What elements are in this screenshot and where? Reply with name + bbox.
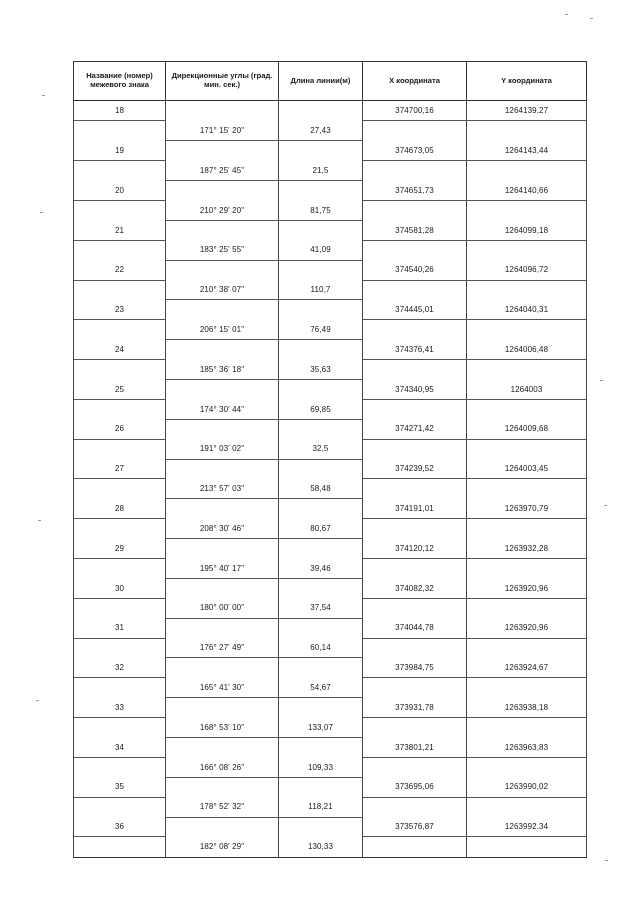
direction-angle-cell: 213° 57' 03" <box>166 479 279 499</box>
line-length-cell: 27,43 <box>279 121 363 141</box>
empty-cell <box>279 658 363 678</box>
empty-cell <box>279 499 363 519</box>
x-coordinate-cell: 374191,01 <box>363 499 467 519</box>
table-row <box>74 658 587 678</box>
y-coordinate-cell: 1264096,72 <box>467 260 587 280</box>
empty-cell <box>74 320 166 340</box>
table-body <box>74 101 587 858</box>
empty-cell <box>166 499 279 519</box>
table-row <box>74 598 587 618</box>
direction-angle-cell: 180° 00' 00" <box>166 598 279 618</box>
line-length-cell: 69,85 <box>279 399 363 419</box>
y-coordinate-cell: 1263932,28 <box>467 539 587 559</box>
x-coordinate-cell: 373984,75 <box>363 658 467 678</box>
empty-cell <box>363 360 467 380</box>
table-row <box>74 539 587 559</box>
header-x-coordinate: X координата <box>363 62 467 101</box>
direction-angle-cell: 182° 08' 29" <box>166 837 279 857</box>
empty-cell <box>363 757 467 777</box>
y-coordinate-cell: 1263924,67 <box>467 658 587 678</box>
table-row <box>74 439 587 459</box>
direction-angle-cell: 210° 29' 20" <box>166 200 279 220</box>
empty-cell <box>279 300 363 320</box>
empty-cell <box>74 439 166 459</box>
point-name-cell: 26 <box>74 419 166 439</box>
table-row <box>74 459 587 479</box>
direction-angle-cell: 183° 25' 55" <box>166 240 279 260</box>
empty-cell <box>74 678 166 698</box>
empty-cell <box>279 777 363 797</box>
table-row <box>74 817 587 837</box>
empty-cell <box>467 678 587 698</box>
table-row <box>74 141 587 161</box>
line-length-cell: 118,21 <box>279 797 363 817</box>
y-coordinate-cell: 1264099,18 <box>467 220 587 240</box>
empty-cell <box>166 658 279 678</box>
empty-cell <box>279 220 363 240</box>
point-name-cell: 34 <box>74 738 166 758</box>
y-coordinate-cell: 1263990,02 <box>467 777 587 797</box>
table-row <box>74 718 587 738</box>
x-coordinate-cell: 374239,52 <box>363 459 467 479</box>
direction-angle-cell: 176° 27' 49" <box>166 638 279 658</box>
point-name-cell: 19 <box>74 141 166 161</box>
empty-cell <box>363 638 467 658</box>
empty-cell <box>363 479 467 499</box>
empty-cell <box>166 698 279 718</box>
empty-cell <box>363 797 467 817</box>
direction-angle-cell: 168° 53' 10" <box>166 718 279 738</box>
table-row <box>74 837 587 857</box>
table-row <box>74 399 587 419</box>
empty-cell <box>279 539 363 559</box>
point-name-cell: 20 <box>74 181 166 201</box>
empty-cell <box>467 598 587 618</box>
empty-cell <box>74 240 166 260</box>
table-row <box>74 280 587 300</box>
empty-cell <box>74 280 166 300</box>
empty-cell <box>279 181 363 201</box>
empty-cell <box>74 718 166 738</box>
empty-cell <box>363 240 467 260</box>
empty-cell <box>467 399 587 419</box>
empty-cell <box>166 220 279 240</box>
x-coordinate-cell: 374673,05 <box>363 141 467 161</box>
direction-angle-cell: 210° 38' 07" <box>166 280 279 300</box>
direction-angle-cell: 165° 41' 30" <box>166 678 279 698</box>
empty-cell <box>279 419 363 439</box>
empty-cell <box>467 519 587 539</box>
y-coordinate-cell: 1263938,18 <box>467 698 587 718</box>
empty-cell <box>467 360 587 380</box>
scan-speck <box>42 95 45 96</box>
empty-cell <box>166 101 279 121</box>
direction-angle-cell: 206° 15' 01" <box>166 320 279 340</box>
empty-cell <box>467 161 587 181</box>
empty-cell <box>363 121 467 141</box>
empty-cell <box>74 757 166 777</box>
line-length-cell: 32,5 <box>279 439 363 459</box>
line-length-cell: 54,67 <box>279 678 363 698</box>
line-length-cell: 76,49 <box>279 320 363 340</box>
point-name-cell: 25 <box>74 379 166 399</box>
empty-cell <box>74 399 166 419</box>
direction-angle-cell: 166° 08' 26" <box>166 757 279 777</box>
direction-angle-cell: 195° 40' 17" <box>166 558 279 578</box>
table-row <box>74 558 587 578</box>
empty-cell <box>363 280 467 300</box>
empty-cell <box>363 161 467 181</box>
empty-cell <box>166 817 279 837</box>
line-length-cell: 39,46 <box>279 558 363 578</box>
point-name-cell: 24 <box>74 340 166 360</box>
line-length-cell: 110,7 <box>279 280 363 300</box>
empty-cell <box>363 837 467 857</box>
x-coordinate-cell: 374651,73 <box>363 181 467 201</box>
x-coordinate-cell: 374581,28 <box>363 220 467 240</box>
table-row <box>74 260 587 280</box>
point-name-cell: 29 <box>74 539 166 559</box>
direction-angle-cell: 191° 03' 02" <box>166 439 279 459</box>
point-name-cell: 28 <box>74 499 166 519</box>
empty-cell <box>166 300 279 320</box>
scan-speck <box>600 380 603 381</box>
scan-speck <box>605 860 608 861</box>
line-length-cell: 81,75 <box>279 200 363 220</box>
table-row <box>74 379 587 399</box>
y-coordinate-cell: 1264009,68 <box>467 419 587 439</box>
table-row <box>74 757 587 777</box>
point-name-cell: 33 <box>74 698 166 718</box>
line-length-cell: 35,63 <box>279 360 363 380</box>
point-name-cell: 31 <box>74 618 166 638</box>
empty-cell <box>166 260 279 280</box>
empty-cell <box>467 320 587 340</box>
direction-angle-cell: 208° 30' 46" <box>166 519 279 539</box>
table-row <box>74 797 587 817</box>
table-row <box>74 638 587 658</box>
empty-cell <box>166 181 279 201</box>
header-line-length: Длина линии(м) <box>279 62 363 101</box>
table-row <box>74 419 587 439</box>
empty-cell <box>74 360 166 380</box>
empty-cell <box>279 618 363 638</box>
empty-cell <box>467 479 587 499</box>
direction-angle-cell: 171° 15' 20" <box>166 121 279 141</box>
empty-cell <box>74 837 166 857</box>
x-coordinate-cell: 373576,87 <box>363 817 467 837</box>
empty-cell <box>279 578 363 598</box>
point-name-cell: 21 <box>74 220 166 240</box>
x-coordinate-cell: 373695,06 <box>363 777 467 797</box>
empty-cell <box>279 260 363 280</box>
table-row <box>74 698 587 718</box>
empty-cell <box>166 539 279 559</box>
point-name-cell: 30 <box>74 578 166 598</box>
y-coordinate-cell: 1263963,83 <box>467 738 587 758</box>
table-header-row <box>74 62 587 101</box>
table-row <box>74 320 587 340</box>
table-row <box>74 161 587 181</box>
table-row <box>74 519 587 539</box>
table-row <box>74 220 587 240</box>
y-coordinate-cell: 1264003,45 <box>467 459 587 479</box>
empty-cell <box>74 200 166 220</box>
y-coordinate-cell: 1264040,31 <box>467 300 587 320</box>
empty-cell <box>279 459 363 479</box>
x-coordinate-cell: 374120,12 <box>363 539 467 559</box>
empty-cell <box>74 598 166 618</box>
boundary-coordinates-table <box>73 61 587 858</box>
empty-cell <box>467 439 587 459</box>
empty-cell <box>363 519 467 539</box>
line-length-cell: 130,33 <box>279 837 363 857</box>
line-length-cell: 37,54 <box>279 598 363 618</box>
point-name-cell: 23 <box>74 300 166 320</box>
empty-cell <box>279 698 363 718</box>
table-row <box>74 300 587 320</box>
empty-cell <box>467 558 587 578</box>
scan-speck <box>40 212 43 213</box>
y-coordinate-cell: 1264139,27 <box>467 101 587 121</box>
table-row <box>74 340 587 360</box>
empty-cell <box>467 200 587 220</box>
point-name-cell: 18 <box>74 101 166 121</box>
empty-cell <box>467 718 587 738</box>
y-coordinate-cell: 1264003 <box>467 379 587 399</box>
empty-cell <box>363 718 467 738</box>
empty-cell <box>166 777 279 797</box>
y-coordinate-cell: 1263920,96 <box>467 578 587 598</box>
table-row <box>74 121 587 141</box>
table-row <box>74 479 587 499</box>
empty-cell <box>279 141 363 161</box>
point-name-cell: 36 <box>74 817 166 837</box>
empty-cell <box>74 519 166 539</box>
empty-cell <box>279 817 363 837</box>
empty-cell <box>279 379 363 399</box>
table-row <box>74 777 587 797</box>
line-length-cell: 80,67 <box>279 519 363 539</box>
y-coordinate-cell: 1263970,79 <box>467 499 587 519</box>
empty-cell <box>467 797 587 817</box>
table-row <box>74 240 587 260</box>
empty-cell <box>166 459 279 479</box>
scan-speck <box>565 14 568 15</box>
x-coordinate-cell: 374700,16 <box>363 101 467 121</box>
empty-cell <box>166 578 279 598</box>
y-coordinate-cell: 1263920,96 <box>467 618 587 638</box>
x-coordinate-cell: 374340,95 <box>363 379 467 399</box>
scan-speck <box>590 18 593 19</box>
empty-cell <box>279 340 363 360</box>
table-row <box>74 618 587 638</box>
table-row <box>74 678 587 698</box>
empty-cell <box>363 678 467 698</box>
empty-cell <box>74 161 166 181</box>
y-coordinate-cell: 1263992,34 <box>467 817 587 837</box>
x-coordinate-cell: 373931,78 <box>363 698 467 718</box>
empty-cell <box>467 837 587 857</box>
empty-cell <box>166 738 279 758</box>
line-length-cell: 60,14 <box>279 638 363 658</box>
empty-cell <box>467 240 587 260</box>
line-length-cell: 58,48 <box>279 479 363 499</box>
table-row <box>74 181 587 201</box>
empty-cell <box>363 558 467 578</box>
empty-cell <box>166 141 279 161</box>
x-coordinate-cell: 374044,78 <box>363 618 467 638</box>
empty-cell <box>166 379 279 399</box>
empty-cell <box>166 340 279 360</box>
empty-cell <box>467 121 587 141</box>
table-row <box>74 101 587 121</box>
empty-cell <box>166 618 279 638</box>
direction-angle-cell: 174° 30' 44" <box>166 399 279 419</box>
scan-speck <box>604 505 607 506</box>
line-length-cell: 41,09 <box>279 240 363 260</box>
table-row <box>74 738 587 758</box>
y-coordinate-cell: 1264006,48 <box>467 340 587 360</box>
x-coordinate-cell: 374271,42 <box>363 419 467 439</box>
point-name-cell: 32 <box>74 658 166 678</box>
header-y-coordinate: Y координата <box>467 62 587 101</box>
line-length-cell: 133,07 <box>279 718 363 738</box>
x-coordinate-cell: 374082,32 <box>363 578 467 598</box>
empty-cell <box>74 797 166 817</box>
empty-cell <box>363 200 467 220</box>
empty-cell <box>74 479 166 499</box>
direction-angle-cell: 187° 25' 45" <box>166 161 279 181</box>
y-coordinate-cell: 1264143,44 <box>467 141 587 161</box>
empty-cell <box>467 280 587 300</box>
empty-cell <box>74 638 166 658</box>
empty-cell <box>467 757 587 777</box>
empty-cell <box>467 638 587 658</box>
x-coordinate-cell: 373801,21 <box>363 738 467 758</box>
line-length-cell: 109,33 <box>279 757 363 777</box>
scan-speck <box>36 700 39 701</box>
empty-cell <box>363 598 467 618</box>
x-coordinate-cell: 374540,26 <box>363 260 467 280</box>
header-point-name: Название (номер) межевого знака <box>74 62 166 101</box>
empty-cell <box>279 101 363 121</box>
scan-speck <box>38 520 41 521</box>
direction-angle-cell: 185° 36' 18" <box>166 360 279 380</box>
empty-cell <box>363 320 467 340</box>
point-name-cell: 35 <box>74 777 166 797</box>
table-row <box>74 200 587 220</box>
point-name-cell: 27 <box>74 459 166 479</box>
empty-cell <box>74 121 166 141</box>
empty-cell <box>363 439 467 459</box>
point-name-cell: 22 <box>74 260 166 280</box>
x-coordinate-cell: 374376,41 <box>363 340 467 360</box>
empty-cell <box>166 419 279 439</box>
table-row <box>74 499 587 519</box>
empty-cell <box>74 558 166 578</box>
x-coordinate-cell: 374445,01 <box>363 300 467 320</box>
direction-angle-cell: 178° 52' 32" <box>166 797 279 817</box>
line-length-cell: 21,5 <box>279 161 363 181</box>
table-row <box>74 360 587 380</box>
empty-cell <box>279 738 363 758</box>
empty-cell <box>363 399 467 419</box>
header-direction-angle: Дирекционные углы (град. мин. сек.) <box>166 62 279 101</box>
y-coordinate-cell: 1264140,66 <box>467 181 587 201</box>
table-row <box>74 578 587 598</box>
